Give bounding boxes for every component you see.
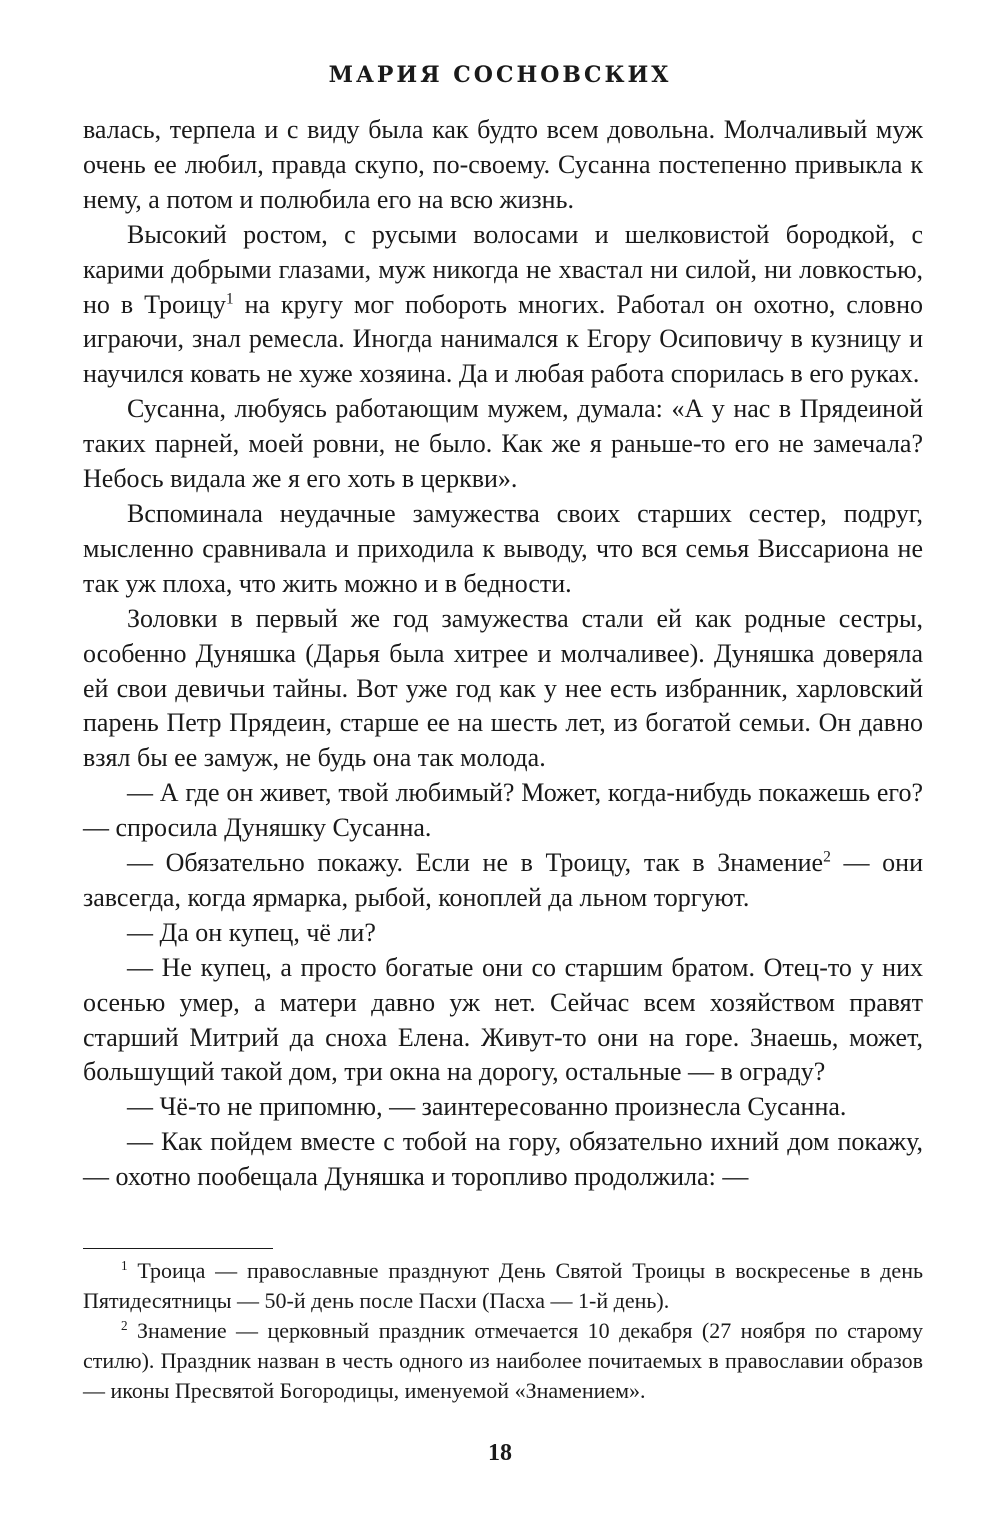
dialogue-line: — Как пойдем вместе с тобой на гору, обязательно ихний дом покажу, — охотно пообещала Дуняшка и торопливо продолжила: — <box>83 1127 923 1192</box>
dialogue-line <box>83 846 923 916</box>
paragraph <box>83 218 923 393</box>
paragraph: Золовки в первый же год замужества стали ей как родные сестры, особенно Дуняшка (Дарья была хитрее и молчаливее). Дуняшка доверяла ей свои девичьи тайны. Вот уже год как у нее есть избранник, харловский парень Петр Прядеин, старше ее на шесть лет, из богатой семьи. Он давно взял бы ее замуж, не будь она так молода. <box>83 603 923 773</box>
text-run: Высокий ростом, с русыми волосами и шелковистой бородкой, с карими добрыми глазами, муж никогда не хвастал ни силой, ни ловкостью, но в Троицу <box>83 219 923 319</box>
footnote-divider <box>83 1248 273 1249</box>
dialogue-line: — Да он купец, чё ли? <box>127 917 376 947</box>
main-text <box>83 113 923 1195</box>
footnote-mark: 2 <box>121 1318 128 1334</box>
dialogue-line: — А где он живет, твой любимый? Может, когда-нибудь покажешь его? — спросила Дуняшку Сусанна. <box>83 778 923 843</box>
dialogue-line: — Не купец, а просто богатые они со старшим братом. Отец-то у них осенью умер, а матери давно уж нет. Сейчас всем хозяйством правят старший Митрий да сноха Елена. Живут-то они на горе. Знаешь, может, большущий такой дом, три окна на дорогу, остальные — в ограду? <box>83 952 923 1087</box>
text-run: на кругу мог побороть многих. Работал он охотно, словно играючи, знал ремесла. Иногда нанимался к Егору Осиповичу в кузницу и научился ковать не хуже хозяина. Да и любая работа спорилась в его руках. <box>83 289 923 389</box>
footnote-1 <box>83 1256 923 1316</box>
paragraph-continued: валась, терпела и с виду была как будто всем довольна. Молчаливый муж очень ее любил, правда скупо, по-своему. Сусанна постепенно привыкла к нему, а потом и полюбила его на всю жизнь. <box>83 115 923 214</box>
footnote-text: Знамение — церковный праздник отмечается 10 декабря (27 ноября по старому стилю). Праздник назван в честь одного из наиболее почитаемых в православии образов — иконы Пресвятой Богородицы, именуемой «Знамением». <box>83 1318 923 1403</box>
footnote-2 <box>83 1316 923 1406</box>
paragraph: Вспоминала неудачные замужества своих старших сестер, подруг, мысленно сравнивала и приходила к выводу, что вся семья Виссариона не так уж плоха, что жить можно и в бедности. <box>83 498 923 598</box>
page-number: 18 <box>488 1440 512 1466</box>
paragraph: Сусанна, любуясь работающим мужем, думала: «А у нас в Прядеиной таких парней, моей ровни, не было. Как же я раньше-то его не замечала? Небось видала же я его хоть в церкви». <box>83 394 923 494</box>
footnotes <box>83 1256 923 1406</box>
dialogue-line: — Чё-то не припомню, — заинтересованно произнесла Сусанна. <box>127 1092 847 1122</box>
text-run: — Обязательно покажу. Если не в Троицу, так в Знамение <box>127 848 824 878</box>
footnote-ref: 1 <box>225 290 234 308</box>
running-head-author: МАРИЯ СОСНОВСКИХ <box>328 62 672 88</box>
footnote-text: Троица — православные празднуют День Святой Троицы в воскресенье в день Пятидесятницы — 50-й день после Пасхи (Пасха — 1-й день). <box>83 1258 923 1313</box>
footnote-mark: 1 <box>121 1258 128 1274</box>
footnote-ref: 2 <box>823 848 831 866</box>
text-run: — они завсегда, когда ярмарка, рыбой, коноплей да льном торгуют. <box>83 848 923 912</box>
